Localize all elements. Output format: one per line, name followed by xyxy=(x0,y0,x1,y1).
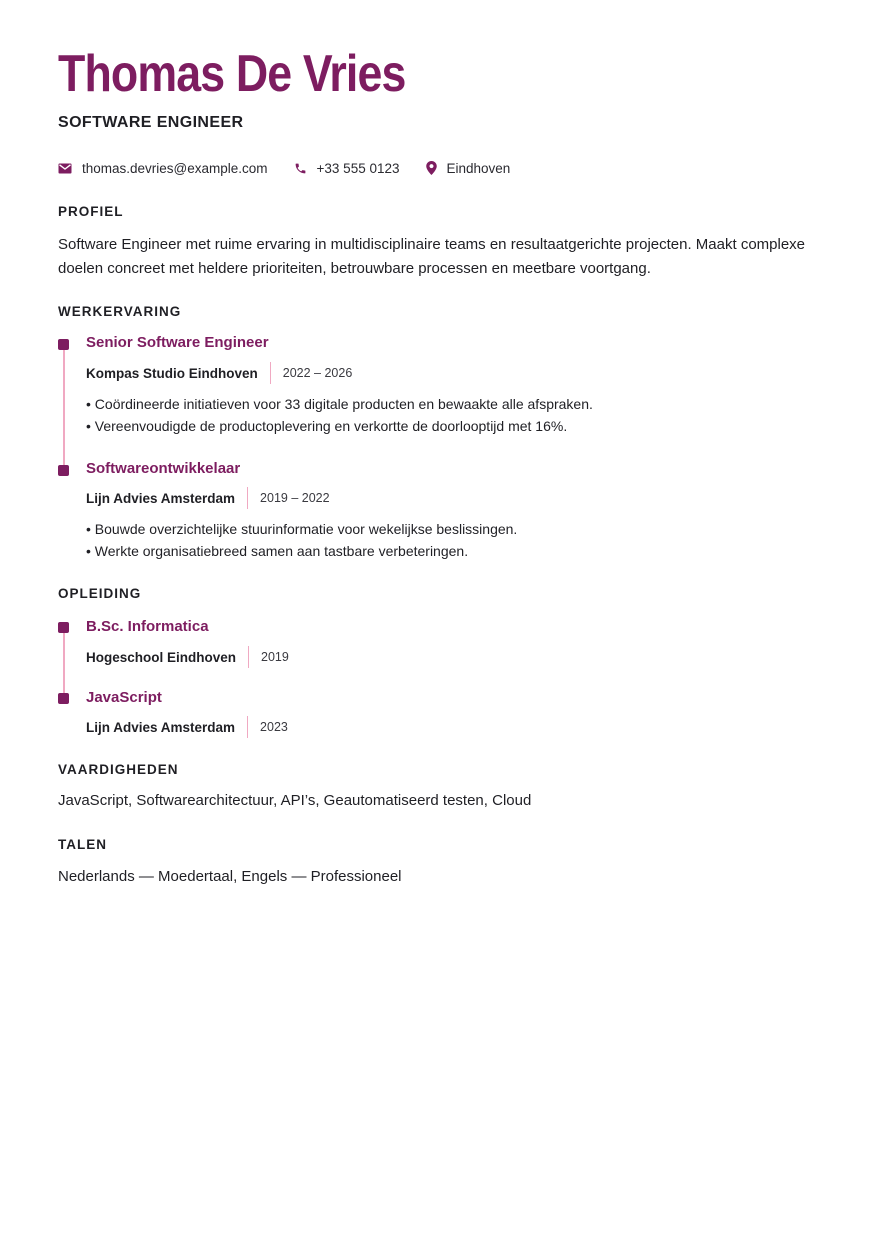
meta-divider xyxy=(247,716,248,738)
list-item: • Werkte organisatiebreed samen aan tastbare verbeteringen. xyxy=(86,540,517,562)
contact-location xyxy=(426,161,511,176)
experience-1-bullets xyxy=(86,393,593,437)
timeline-marker xyxy=(58,465,69,476)
experience-1-org: Kompas Studio Eindhoven xyxy=(86,365,258,381)
education-2-meta xyxy=(86,716,288,738)
section-title-skills: VAARDIGHEDEN xyxy=(58,762,179,777)
section-title-education: OPLEIDING xyxy=(58,586,142,601)
experience-1-title: Senior Software Engineer xyxy=(86,334,269,351)
mail-icon xyxy=(58,163,72,174)
education-1-title: B.Sc. Informatica xyxy=(86,618,209,635)
candidate-name: Thomas De Vries xyxy=(58,45,406,103)
timeline-marker xyxy=(58,622,69,633)
location-pin-icon xyxy=(426,161,437,175)
languages-text: Nederlands — Moedertaal, Engels — Professioneel xyxy=(58,868,402,885)
experience-1-period: 2022 – 2026 xyxy=(282,366,353,380)
list-item: • Bouwde overzichtelijke stuurinformatie voor wekelijkse beslissingen. xyxy=(86,518,517,540)
education-2-title: JavaScript xyxy=(86,689,162,706)
section-title-profile: PROFIEL xyxy=(58,204,124,219)
education-1-org: Hogeschool Eindhoven xyxy=(86,649,237,665)
education-1-meta xyxy=(86,646,289,668)
experience-2-meta xyxy=(86,487,330,509)
contact-email[interactable] xyxy=(58,161,268,176)
section-title-languages: TALEN xyxy=(58,837,107,852)
experience-2-title: Softwareontwikkelaar xyxy=(86,460,241,477)
contact-location-text: Eindhoven xyxy=(446,160,511,176)
phone-icon xyxy=(294,162,307,175)
education-2-org: Lijn Advies Amsterdam xyxy=(86,719,236,735)
contact-bar xyxy=(58,159,536,177)
timeline-marker xyxy=(58,693,69,704)
education-2-period: 2023 xyxy=(260,720,288,734)
contact-email-text: thomas.devries@example.com xyxy=(82,160,268,176)
meta-divider xyxy=(247,487,248,509)
experience-timeline xyxy=(63,344,65,470)
list-item: • Coördineerde initiatieven voor 33 digitale producten en bewaakte alle afspraken. xyxy=(86,393,593,415)
education-1-period: 2019 xyxy=(261,650,289,664)
meta-divider xyxy=(248,646,249,668)
experience-1-meta xyxy=(86,362,352,384)
job-title: SOFTWARE ENGINEER xyxy=(58,114,244,131)
contact-phone[interactable] xyxy=(294,161,400,176)
timeline-marker xyxy=(58,339,69,350)
skills-text: JavaScript, Softwarearchitectuur, API’s, Geautomatiseerd testen, Cloud xyxy=(58,792,532,809)
list-item: • Vereenvoudigde de productoplevering en verkortte de doorlooptijd met 16%. xyxy=(86,415,593,437)
section-title-experience: WERKERVARING xyxy=(58,304,182,319)
profile-text: Software Engineer met ruime ervaring in multidisciplinaire teams en resultaatgerichte projecten. Maakt complexe doelen concreet met heldere prioriteiten, betrouwbare processen en meetbare voortgang. xyxy=(58,236,806,277)
contact-phone-text: +33 555 0123 xyxy=(316,160,400,176)
meta-divider xyxy=(270,362,271,384)
experience-2-org: Lijn Advies Amsterdam xyxy=(86,490,236,506)
education-timeline xyxy=(63,627,65,699)
experience-2-bullets xyxy=(86,518,517,562)
experience-2-period: 2019 – 2022 xyxy=(260,491,330,505)
